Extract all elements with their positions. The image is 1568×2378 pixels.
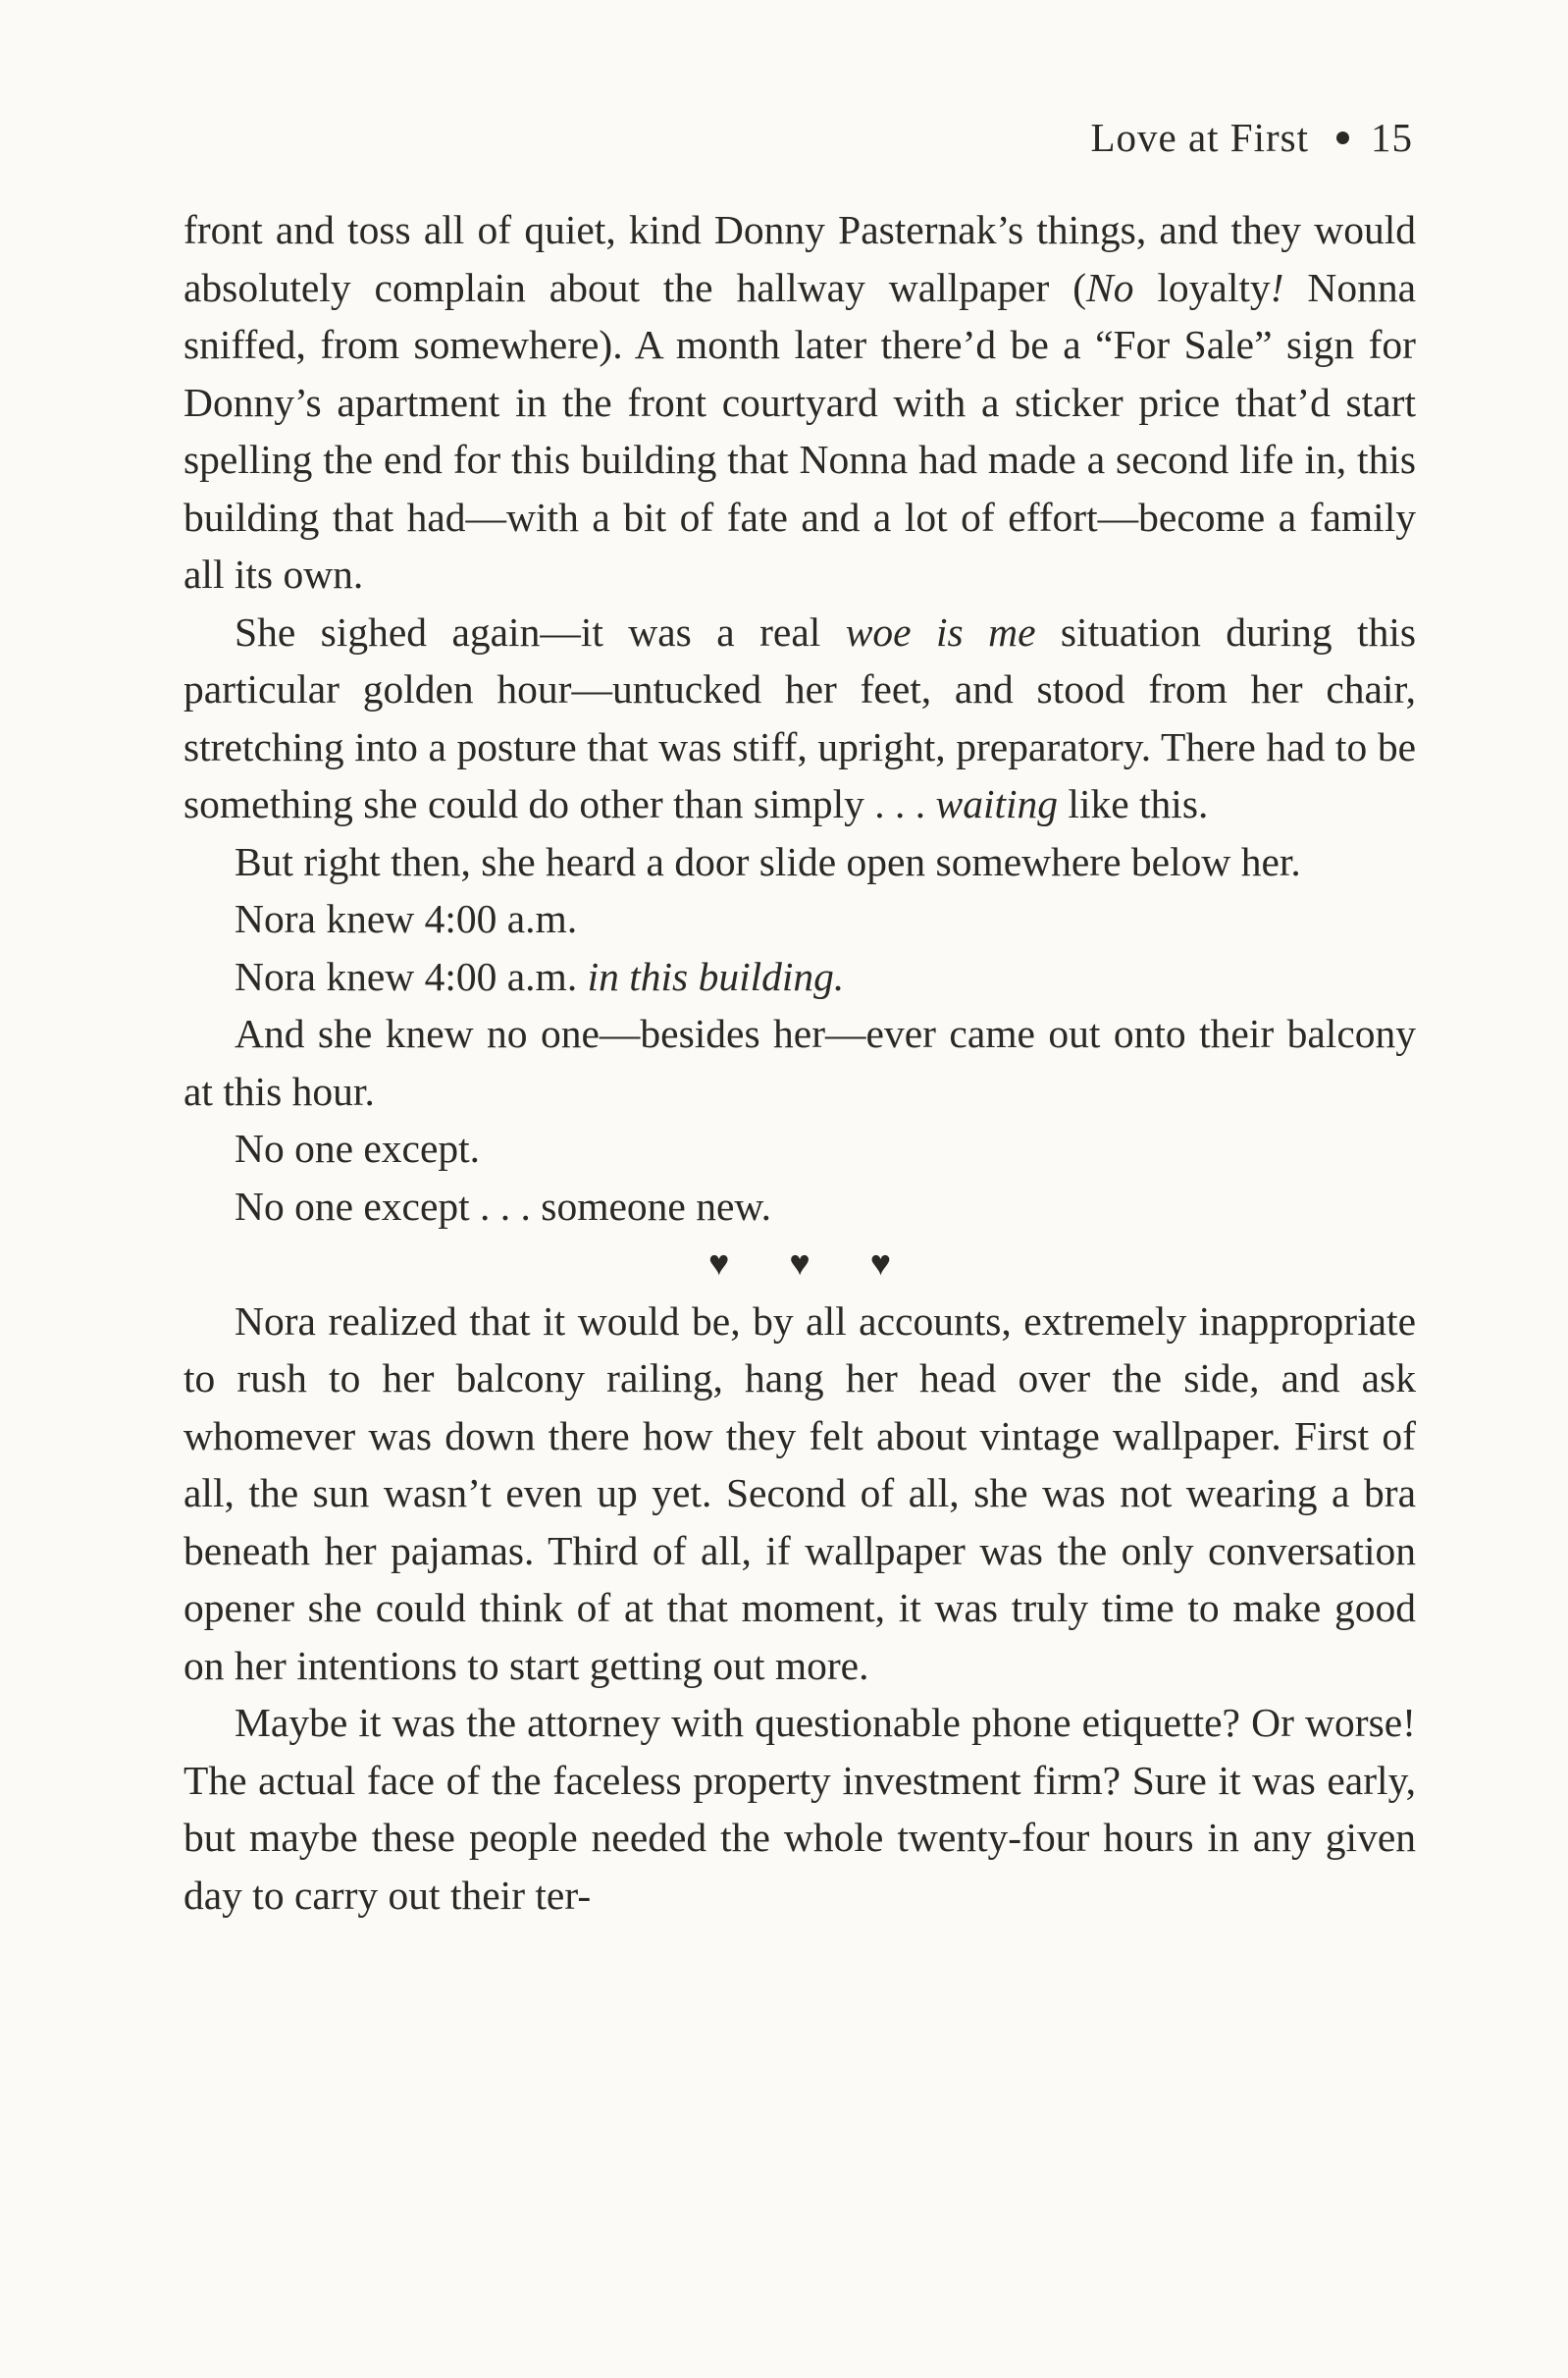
paragraph: Nora knew 4:00 a.m. in this building. — [235, 953, 845, 999]
paragraph: Maybe it was the attorney with questionable phone etiquette? Or worse! The actual face of the faceless property investment firm? Sure it was early, but maybe these people needed the whole twenty-four hours in any given day to carry out their ter- — [183, 1700, 1416, 1918]
book-title: Love at First — [1090, 115, 1309, 160]
paragraph: She sighed again—it was a real woe is me situation during this particular golden hour—untucked her feet, and stood from her chair, stretching into a posture that was stiff, upright, preparatory. There had to be something she could do other than simply . . . waiting like this. — [183, 608, 1416, 826]
paragraph: front and toss all of quiet, kind Donny Pasternak’s things, and they would absolutely complain about the hallway wallpaper (No loyalty! Nonna sniffed, from somewhere). A month later there’d be a “For Sale” sign for Donny’s apartment in the front courtyard with a sticker price that’d start spelling the end for this building that Nonna had made a second life in, this building that had—with a bit of fate and a lot of effort—become a family all its own. — [183, 207, 1416, 597]
header-bullet-icon — [1336, 132, 1349, 144]
paragraph: Nora knew 4:00 a.m. — [235, 896, 578, 941]
paragraph: But right then, she heard a door slide open somewhere below her. — [235, 838, 1301, 884]
paragraph: No one except. — [235, 1126, 481, 1171]
section-break: ♥ ♥ ♥ — [707, 1243, 917, 1283]
paragraph: And she knew no one—besides her—ever came out onto their balcony at this hour. — [183, 1011, 1416, 1114]
paragraph: No one except . . . someone new. — [235, 1183, 772, 1229]
body-text — [183, 201, 1416, 1924]
page-number: 15 — [1371, 115, 1413, 160]
paragraph: Nora realized that it would be, by all accounts, extremely inappropriate to rush to her balcony railing, hang her head over the side, and ask whomever was down there how they felt about vintage wallpaper. First of all, the sun wasn’t even up yet. Second of all, she was not wearing a bra beneath her pajamas. Third of all, if wallpaper was the only conversation opener she could think of at that moment, it was truly time to make good on her intentions to start getting out more. — [183, 1297, 1416, 1688]
running-header — [1090, 110, 1413, 165]
